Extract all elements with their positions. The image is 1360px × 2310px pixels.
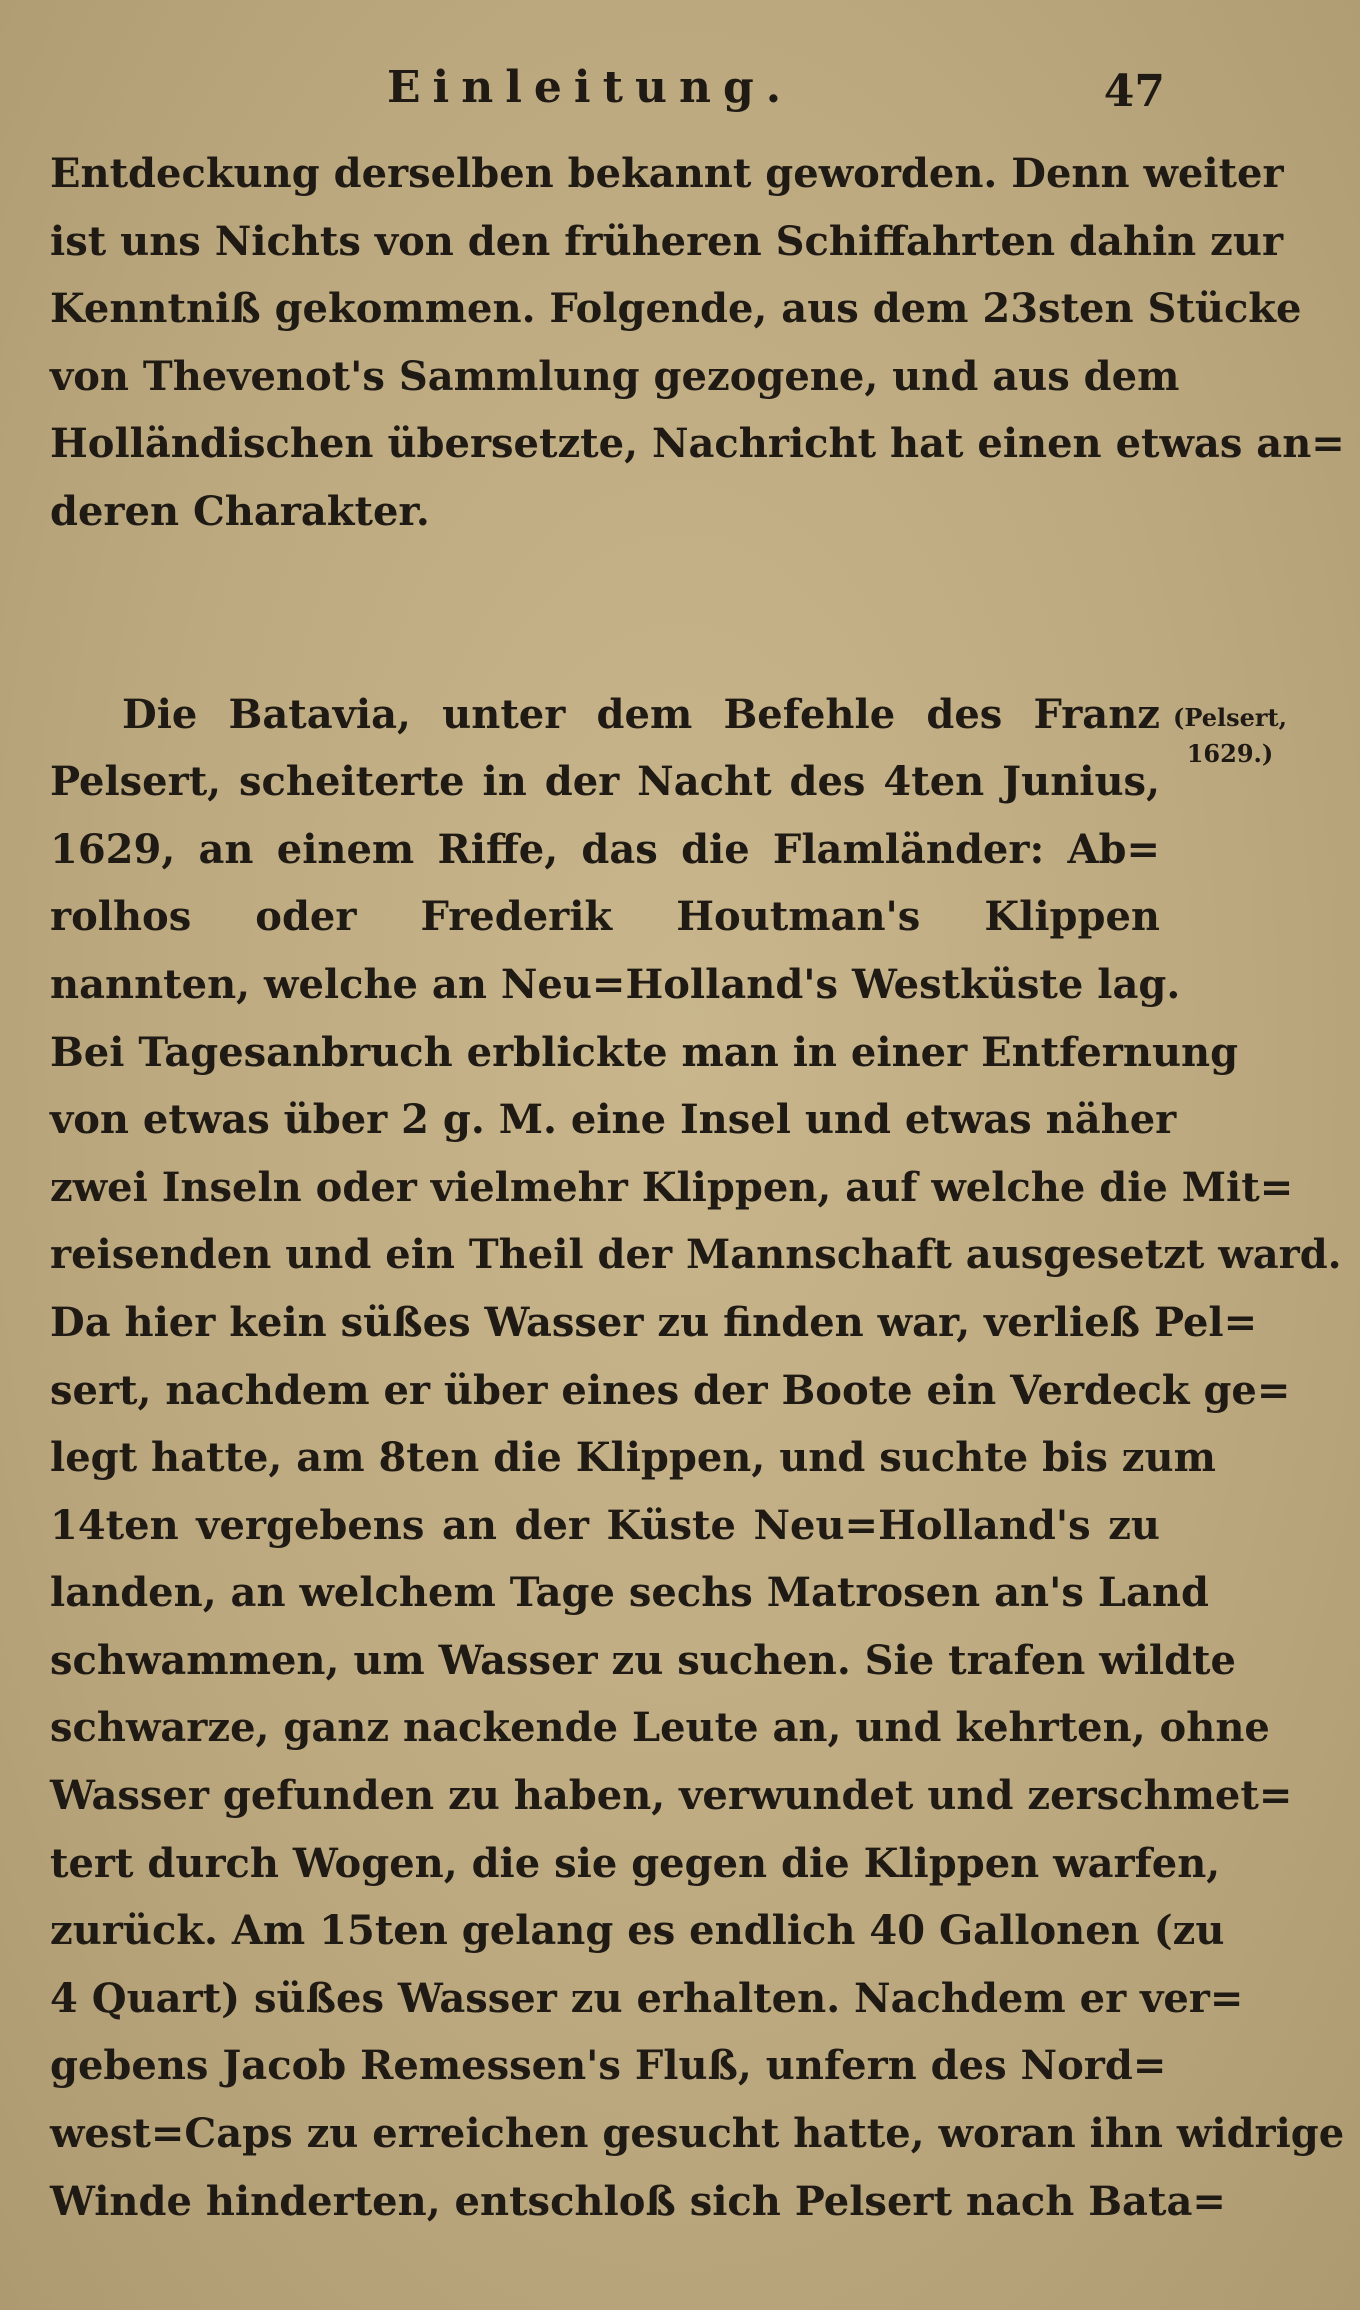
text-line: reisenden und ein Theil der Mannschaft ausgesetzt ward. — [50, 1231, 1342, 1279]
text-line: legt hatte, am 8ten die Klippen, und suchte bis zum — [50, 1434, 1216, 1482]
text-line: Wasser gefunden zu haben, verwundet und zerschmet= — [50, 1772, 1293, 1820]
page-number: 47 — [1103, 66, 1165, 117]
paragraph-2 — [50, 681, 1345, 2236]
text-line: Holländischen übersetzte, Nachricht hat einen etwas an= — [50, 420, 1345, 468]
text-line: west=Caps zu erreichen gesucht hatte, woran ihn widrige — [50, 2110, 1345, 2158]
paragraph-1 — [50, 140, 1345, 546]
text-line: Winde hinderten, entschloß sich Pelsert nach Bata= — [50, 2177, 1226, 2225]
text-line: 14ten vergebens an der Küste Neu=Holland's zu — [50, 1501, 1160, 1549]
page-header — [0, 62, 1360, 132]
text-line: Pelsert, scheiterte in der Nacht des 4ten Junius, — [50, 758, 1160, 806]
margin-note-line: 1629.) — [1186, 739, 1274, 768]
text-line: nannten, welche an Neu=Holland's Westküste lag. — [50, 960, 1181, 1008]
text-line: Kenntniß gekommen. Folgende, aus dem 23sten Stücke — [50, 285, 1302, 333]
text-line: Entdeckung derselben bekannt geworden. Denn weiter — [50, 150, 1284, 197]
text-line: von Thevenot's Sammlung gezogene, und aus dem — [50, 352, 1180, 400]
text-line: gebens Jacob Remessen's Fluß, unfern des Nord= — [50, 2042, 1167, 2090]
text-line: zwei Inseln oder vielmehr Klippen, auf welche die Mit= — [50, 1163, 1294, 1211]
text-line: ist uns Nichts von den früheren Schiffahrten dahin zur — [50, 217, 1284, 265]
running-title: Einleitung. — [386, 62, 794, 113]
text-line: rolhos oder Frederik Houtman's Klippen — [50, 893, 1160, 941]
text-line: tert durch Wogen, die sie gegen die Klippen warfen, — [50, 1839, 1221, 1887]
text-line: von etwas über 2 g. M. eine Insel und etwas näher — [50, 1096, 1177, 1144]
text-line: Die Batavia, unter dem Befehle des Franz — [122, 690, 1160, 738]
page-body — [50, 140, 1345, 2235]
paragraph-gap — [50, 546, 1160, 681]
text-line: Bei Tagesanbruch erblickte man in einer Entfernung — [50, 1028, 1239, 1076]
margin-note-line: (Pelsert, — [1172, 703, 1287, 732]
text-line: schwarze, ganz nackende Leute an, und kehrten, ohne — [50, 1704, 1270, 1752]
text-line: 4 Quart) süßes Wasser zu erhalten. Nachdem er ver= — [50, 1974, 1244, 2022]
text-line: zurück. Am 15ten gelang es endlich 40 Gallonen (zu — [50, 1907, 1225, 1955]
text-line: deren Charakter. — [50, 487, 430, 535]
text-line: Da hier kein süßes Wasser zu finden war, verließ Pel= — [50, 1298, 1258, 1346]
text-line: sert, nachdem er über eines der Boote ein Verdeck ge= — [50, 1366, 1291, 1414]
text-line: landen, an welchem Tage sechs Matrosen an's Land — [50, 1569, 1209, 1617]
margin-note — [1165, 700, 1295, 772]
text-line: schwammen, um Wasser zu suchen. Sie trafen wildte — [50, 1636, 1236, 1684]
text-line: 1629, an einem Riffe, das die Flamländer: Ab= — [50, 825, 1160, 873]
